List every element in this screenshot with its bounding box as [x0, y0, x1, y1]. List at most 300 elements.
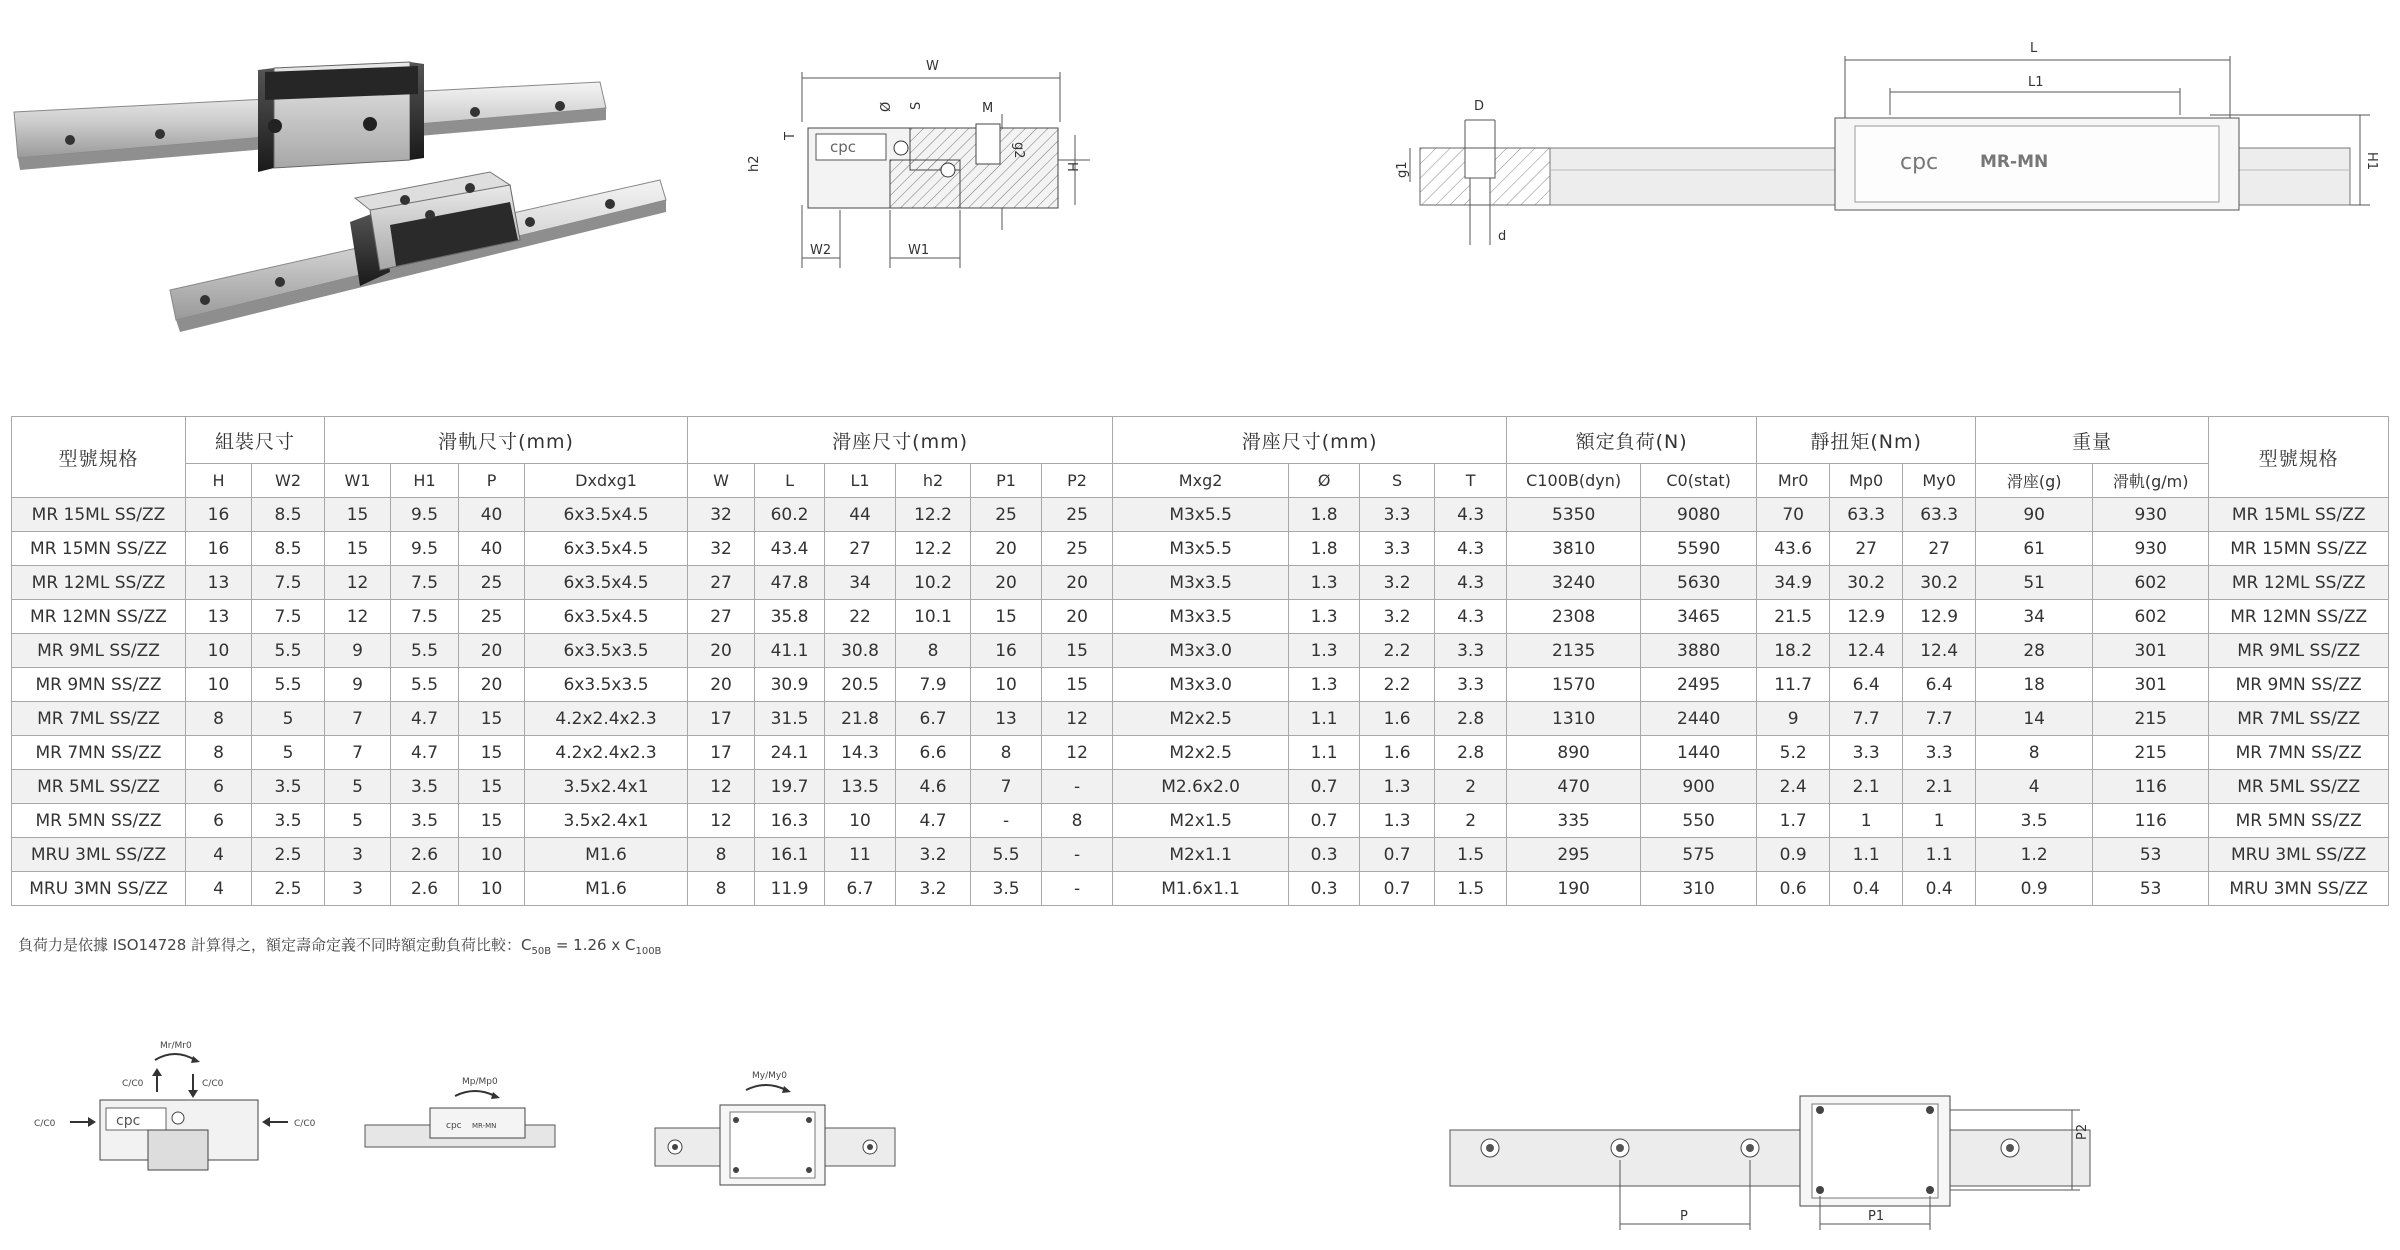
model-cell: MR 12MN SS/ZZ	[2209, 600, 2389, 634]
value-cell: 5	[325, 770, 391, 804]
model-cell: MR 15ML SS/ZZ	[12, 498, 186, 532]
model-cell: MR 5ML SS/ZZ	[2209, 770, 2389, 804]
value-cell: 7.5	[391, 566, 459, 600]
value-cell: 5590	[1641, 532, 1757, 566]
header-moment: 靜扭矩(Nm)	[1757, 417, 1976, 464]
side-view-diagram	[1370, 30, 2390, 260]
column-header: L	[755, 464, 825, 498]
column-header: 滑座(g)	[1976, 464, 2093, 498]
value-cell: 5.2	[1757, 736, 1830, 770]
value-cell: 0.6	[1757, 872, 1830, 906]
column-header: Mp0	[1830, 464, 1903, 498]
value-cell: 1.3	[1289, 634, 1360, 668]
value-cell: M3x3.0	[1113, 668, 1289, 702]
value-cell: 8.5	[252, 532, 325, 566]
value-cell: 30.2	[1830, 566, 1903, 600]
value-cell: 3.5	[391, 770, 459, 804]
value-cell: 3	[325, 872, 391, 906]
value-cell: 15	[325, 532, 391, 566]
column-header: My0	[1903, 464, 1976, 498]
value-cell: -	[1042, 872, 1113, 906]
header-block-a: 滑座尺寸(mm)	[688, 417, 1113, 464]
value-cell: M1.6	[525, 872, 688, 906]
value-cell: 6.6	[896, 736, 971, 770]
model-cell: MR 9ML SS/ZZ	[2209, 634, 2389, 668]
value-cell: M3x5.5	[1113, 532, 1289, 566]
value-cell: 2.8	[1435, 736, 1507, 770]
value-cell: 2.4	[1757, 770, 1830, 804]
value-cell: 8	[896, 634, 971, 668]
bottom-rail	[1450, 1130, 2090, 1186]
value-cell: 1310	[1507, 702, 1641, 736]
value-cell: 0.3	[1289, 872, 1360, 906]
value-cell: 7.5	[252, 600, 325, 634]
value-cell: 40	[459, 532, 525, 566]
value-cell: 9.5	[391, 498, 459, 532]
value-cell: 15	[971, 600, 1042, 634]
model-cell: MR 12ML SS/ZZ	[12, 566, 186, 600]
column-header: W	[688, 464, 755, 498]
value-cell: 4.7	[896, 804, 971, 838]
column-header: h2	[896, 464, 971, 498]
value-cell: M3x3.5	[1113, 600, 1289, 634]
value-cell: 8	[1042, 804, 1113, 838]
value-cell: 3.5	[391, 804, 459, 838]
value-cell: 3.5x2.4x1	[525, 804, 688, 838]
value-cell: 116	[2093, 804, 2209, 838]
value-cell: 25	[1042, 498, 1113, 532]
model-cell: MR 5MN SS/ZZ	[2209, 804, 2389, 838]
value-cell: M3x5.5	[1113, 498, 1289, 532]
model-cell: MR 9MN SS/ZZ	[12, 668, 186, 702]
value-cell: 31.5	[755, 702, 825, 736]
value-cell: 4.2x2.4x2.3	[525, 702, 688, 736]
value-cell: 20	[1042, 600, 1113, 634]
value-cell: 310	[1641, 872, 1757, 906]
value-cell: 12	[1042, 736, 1113, 770]
column-header: P1	[971, 464, 1042, 498]
value-cell: 18.2	[1757, 634, 1830, 668]
model-cell: MR 7MN SS/ZZ	[2209, 736, 2389, 770]
value-cell: 2.1	[1830, 770, 1903, 804]
value-cell: 9	[325, 668, 391, 702]
value-cell: 20	[688, 634, 755, 668]
value-cell: 550	[1641, 804, 1757, 838]
value-cell: 0.9	[1976, 872, 2093, 906]
value-cell: 602	[2093, 600, 2209, 634]
pitch-brand: cpc	[446, 1121, 462, 1131]
label-mp: Mp/Mp0	[462, 1077, 498, 1087]
value-cell: 4.3	[1435, 600, 1507, 634]
value-cell: 27	[1830, 532, 1903, 566]
value-cell: M3x3.5	[1113, 566, 1289, 600]
value-cell: 0.4	[1903, 872, 1976, 906]
value-cell: 20	[459, 668, 525, 702]
value-cell: 12.9	[1903, 600, 1976, 634]
value-cell: 470	[1507, 770, 1641, 804]
value-cell: 7	[325, 702, 391, 736]
value-cell: 20	[688, 668, 755, 702]
value-cell: 11.9	[755, 872, 825, 906]
label-W: W	[926, 59, 939, 74]
column-header-row	[12, 464, 2389, 498]
value-cell: 3.2	[896, 838, 971, 872]
label-mr: Mr/Mr0	[160, 1041, 192, 1051]
value-cell: 4.2x2.4x2.3	[525, 736, 688, 770]
value-cell: 16	[186, 498, 252, 532]
value-cell: 2.2	[1360, 668, 1435, 702]
value-cell: M1.6	[525, 838, 688, 872]
product-photo	[10, 60, 690, 360]
value-cell: 15	[459, 736, 525, 770]
value-cell: 7	[325, 736, 391, 770]
value-cell: 4.3	[1435, 532, 1507, 566]
value-cell: 10	[825, 804, 896, 838]
value-cell: 8.5	[252, 498, 325, 532]
value-cell: 602	[2093, 566, 2209, 600]
value-cell: 2	[1435, 804, 1507, 838]
label-L: L	[2030, 41, 2038, 56]
value-cell: M1.6x1.1	[1113, 872, 1289, 906]
value-cell: 51	[1976, 566, 2093, 600]
value-cell: 19.7	[755, 770, 825, 804]
value-cell: 15	[1042, 668, 1113, 702]
value-cell: 10.2	[896, 566, 971, 600]
value-cell: 4.6	[896, 770, 971, 804]
value-cell: 1.7	[1757, 804, 1830, 838]
value-cell: 34.9	[1757, 566, 1830, 600]
column-header: Mr0	[1757, 464, 1830, 498]
value-cell: 61	[1976, 532, 2093, 566]
cross-section-diagram	[730, 50, 1110, 280]
label-T: T	[783, 132, 798, 140]
value-cell: 17	[688, 736, 755, 770]
value-cell: 4.7	[391, 736, 459, 770]
model-cell: MRU 3ML SS/ZZ	[2209, 838, 2389, 872]
footnote: 負荷力是依據 ISO14728 計算得之，額定壽命定義不同時額定動負荷比較：$C_{50B} = 1.26$ x $C_{100B}$	[18, 936, 662, 957]
value-cell: 1.3	[1360, 804, 1435, 838]
model-cell: MRU 3MN SS/ZZ	[2209, 872, 2389, 906]
value-cell: 70	[1757, 498, 1830, 532]
value-cell: 25	[459, 600, 525, 634]
value-cell: 2308	[1507, 600, 1641, 634]
value-cell: -	[971, 804, 1042, 838]
value-cell: 7.5	[391, 600, 459, 634]
value-cell: 63.3	[1830, 498, 1903, 532]
value-cell: 3465	[1641, 600, 1757, 634]
label-d: d	[1498, 229, 1507, 244]
table-row	[12, 668, 2389, 702]
value-cell: 12	[688, 804, 755, 838]
table-row	[12, 804, 2389, 838]
label-g2: g2	[1011, 142, 1026, 159]
label-P2: P2	[2075, 1123, 2090, 1140]
value-cell: 3.5	[1976, 804, 2093, 838]
value-cell: 7.9	[896, 668, 971, 702]
value-cell: 12.4	[1903, 634, 1976, 668]
column-header: Mxg2	[1113, 464, 1289, 498]
value-cell: 11.7	[1757, 668, 1830, 702]
value-cell: 6.4	[1903, 668, 1976, 702]
value-cell: 34	[825, 566, 896, 600]
value-cell: 3.5	[252, 804, 325, 838]
column-header: S	[1360, 464, 1435, 498]
value-cell: 1.1	[1903, 838, 1976, 872]
value-cell: 2.5	[252, 872, 325, 906]
spec-body	[12, 498, 2389, 906]
value-cell: 12.4	[1830, 634, 1903, 668]
value-cell: 30.2	[1903, 566, 1976, 600]
column-header: 滑軌(g/m)	[2093, 464, 2209, 498]
label-g1: g1	[1395, 161, 1410, 178]
value-cell: 20	[971, 532, 1042, 566]
value-cell: 1.5	[1435, 838, 1507, 872]
value-cell: 8	[688, 838, 755, 872]
value-cell: 3240	[1507, 566, 1641, 600]
value-cell: 16	[186, 532, 252, 566]
value-cell: 5350	[1507, 498, 1641, 532]
value-cell: 4	[186, 838, 252, 872]
value-cell: 40	[459, 498, 525, 532]
value-cell: 2	[1435, 770, 1507, 804]
side-model: MR-MN	[1980, 152, 2049, 172]
model-cell: MR 9ML SS/ZZ	[12, 634, 186, 668]
label-M: M	[982, 101, 994, 116]
value-cell: 215	[2093, 736, 2209, 770]
value-cell: 41.1	[755, 634, 825, 668]
value-cell: 1570	[1507, 668, 1641, 702]
value-cell: 7.7	[1830, 702, 1903, 736]
header-assembly: 組裝尺寸	[186, 417, 325, 464]
value-cell: 930	[2093, 532, 2209, 566]
value-cell: 25	[971, 498, 1042, 532]
value-cell: 2.2	[1360, 634, 1435, 668]
value-cell: 2.6	[391, 838, 459, 872]
model-cell: MR 12MN SS/ZZ	[12, 600, 186, 634]
value-cell: 32	[688, 498, 755, 532]
value-cell: 3.3	[1435, 668, 1507, 702]
value-cell: 890	[1507, 736, 1641, 770]
value-cell: 9	[325, 634, 391, 668]
label-P: P	[1680, 1209, 1688, 1224]
value-cell: 8	[1976, 736, 2093, 770]
value-cell: 575	[1641, 838, 1757, 872]
label-H: H	[1064, 162, 1079, 172]
value-cell: 27	[825, 532, 896, 566]
value-cell: 5630	[1641, 566, 1757, 600]
value-cell: 90	[1976, 498, 2093, 532]
value-cell: 17	[688, 702, 755, 736]
yaw-moment-diagram	[650, 1060, 900, 1190]
model-cell: MR 12ML SS/ZZ	[2209, 566, 2389, 600]
value-cell: 5.5	[971, 838, 1042, 872]
value-cell: 1.6	[1360, 736, 1435, 770]
model-cell: MR 15MN SS/ZZ	[12, 532, 186, 566]
value-cell: 3.3	[1903, 736, 1976, 770]
value-cell: 27	[1903, 532, 1976, 566]
label-h2: h2	[747, 155, 762, 172]
value-cell: M2x2.5	[1113, 702, 1289, 736]
value-cell: 2.1	[1903, 770, 1976, 804]
value-cell: 12	[325, 566, 391, 600]
header-weight: 重量	[1976, 417, 2209, 464]
table-row	[12, 498, 2389, 532]
value-cell: 5.5	[252, 634, 325, 668]
model-cell: MR 5ML SS/ZZ	[12, 770, 186, 804]
model-cell: MR 15MN SS/ZZ	[2209, 532, 2389, 566]
value-cell: 1.1	[1289, 702, 1360, 736]
value-cell: 20	[459, 634, 525, 668]
column-header: T	[1435, 464, 1507, 498]
value-cell: 6	[186, 804, 252, 838]
value-cell: 43.4	[755, 532, 825, 566]
value-cell: 2440	[1641, 702, 1757, 736]
value-cell: 215	[2093, 702, 2209, 736]
column-header: Ø	[1289, 464, 1360, 498]
value-cell: 6x3.5x4.5	[525, 566, 688, 600]
value-cell: 5.5	[391, 668, 459, 702]
model-cell: MRU 3MN SS/ZZ	[12, 872, 186, 906]
value-cell: 900	[1641, 770, 1757, 804]
label-c-right: C/C0	[202, 1079, 224, 1089]
value-cell: 10	[459, 838, 525, 872]
value-cell: 7.7	[1903, 702, 1976, 736]
header-model-left: 型號規格	[12, 417, 186, 498]
value-cell: 53	[2093, 872, 2209, 906]
model-cell: MR 15ML SS/ZZ	[2209, 498, 2389, 532]
value-cell: 1.3	[1289, 600, 1360, 634]
value-cell: 32	[688, 532, 755, 566]
value-cell: 10.1	[896, 600, 971, 634]
value-cell: 60.2	[755, 498, 825, 532]
label-c-left: C/C0	[122, 1079, 144, 1089]
table-row	[12, 872, 2389, 906]
value-cell: 1.2	[1976, 838, 2093, 872]
value-cell: 0.4	[1830, 872, 1903, 906]
value-cell: 15	[325, 498, 391, 532]
table-row	[12, 702, 2389, 736]
value-cell: M2x1.1	[1113, 838, 1289, 872]
value-cell: 30.9	[755, 668, 825, 702]
header-rail: 滑軌尺寸(mm)	[325, 417, 688, 464]
value-cell: -	[1042, 770, 1113, 804]
label-c-side-left: C/C0	[34, 1119, 56, 1129]
value-cell: 8	[971, 736, 1042, 770]
value-cell: 6x3.5x4.5	[525, 498, 688, 532]
table-row	[12, 532, 2389, 566]
value-cell: 44	[825, 498, 896, 532]
value-cell: 1.8	[1289, 532, 1360, 566]
value-cell: 10	[186, 668, 252, 702]
value-cell: 28	[1976, 634, 2093, 668]
model-cell: MR 7MN SS/ZZ	[12, 736, 186, 770]
value-cell: 4	[1976, 770, 2093, 804]
value-cell: 0.7	[1289, 770, 1360, 804]
value-cell: 1.3	[1289, 668, 1360, 702]
value-cell: 9	[1757, 702, 1830, 736]
value-cell: 13	[186, 566, 252, 600]
pitch-model: MR-MN	[472, 1122, 497, 1130]
value-cell: 6.7	[825, 872, 896, 906]
value-cell: 12.2	[896, 532, 971, 566]
value-cell: 6x3.5x3.5	[525, 634, 688, 668]
value-cell: 1.3	[1360, 770, 1435, 804]
value-cell: 11	[825, 838, 896, 872]
value-cell: 5.5	[391, 634, 459, 668]
value-cell: 6.4	[1830, 668, 1903, 702]
value-cell: 34	[1976, 600, 2093, 634]
value-cell: 3.2	[896, 872, 971, 906]
value-cell: 27	[688, 566, 755, 600]
column-header: P2	[1042, 464, 1113, 498]
column-header: C100B(dyn)	[1507, 464, 1641, 498]
value-cell: 5	[252, 702, 325, 736]
value-cell: 3	[325, 838, 391, 872]
value-cell: 2.6	[391, 872, 459, 906]
value-cell: 0.7	[1360, 838, 1435, 872]
value-cell: 4	[186, 872, 252, 906]
table-row	[12, 600, 2389, 634]
value-cell: 3.3	[1830, 736, 1903, 770]
column-header: C0(stat)	[1641, 464, 1757, 498]
value-cell: 9.5	[391, 532, 459, 566]
value-cell: 4.7	[391, 702, 459, 736]
value-cell: 4.3	[1435, 566, 1507, 600]
value-cell: 3.2	[1360, 600, 1435, 634]
value-cell: 12	[325, 600, 391, 634]
value-cell: 0.7	[1360, 872, 1435, 906]
value-cell: 13	[186, 600, 252, 634]
value-cell: 25	[459, 566, 525, 600]
value-cell: 6.7	[896, 702, 971, 736]
value-cell: M2.6x2.0	[1113, 770, 1289, 804]
model-cell: MR 7ML SS/ZZ	[12, 702, 186, 736]
value-cell: 3.5	[971, 872, 1042, 906]
value-cell: 13.5	[825, 770, 896, 804]
table-row	[12, 838, 2389, 872]
value-cell: 24.1	[755, 736, 825, 770]
label-c-side-right: C/C0	[294, 1119, 316, 1129]
value-cell: 8	[186, 702, 252, 736]
value-cell: 301	[2093, 634, 2209, 668]
table-row	[12, 566, 2389, 600]
value-cell: 15	[459, 804, 525, 838]
column-header: W1	[325, 464, 391, 498]
label-P1: P1	[1868, 1209, 1885, 1224]
label-H1: H1	[2364, 152, 2379, 171]
value-cell: 13	[971, 702, 1042, 736]
value-cell: 18	[1976, 668, 2093, 702]
value-cell: 0.7	[1289, 804, 1360, 838]
rail-pitch-diagram	[1440, 1090, 2100, 1240]
value-cell: 1.6	[1360, 702, 1435, 736]
value-cell: 2495	[1641, 668, 1757, 702]
value-cell: 6x3.5x4.5	[525, 600, 688, 634]
side-brand: cpc	[1900, 150, 1939, 175]
column-header: L1	[825, 464, 896, 498]
load-brand: cpc	[116, 1113, 141, 1129]
label-S: S	[909, 101, 924, 110]
value-cell: 7.5	[252, 566, 325, 600]
value-cell: 21.5	[1757, 600, 1830, 634]
value-cell: 47.8	[755, 566, 825, 600]
value-cell: 3810	[1507, 532, 1641, 566]
value-cell: 930	[2093, 498, 2209, 532]
label-L1: L1	[2028, 75, 2044, 90]
value-cell: 2.8	[1435, 702, 1507, 736]
model-cell: MR 7ML SS/ZZ	[2209, 702, 2389, 736]
pitch-moment-diagram	[360, 1070, 560, 1160]
